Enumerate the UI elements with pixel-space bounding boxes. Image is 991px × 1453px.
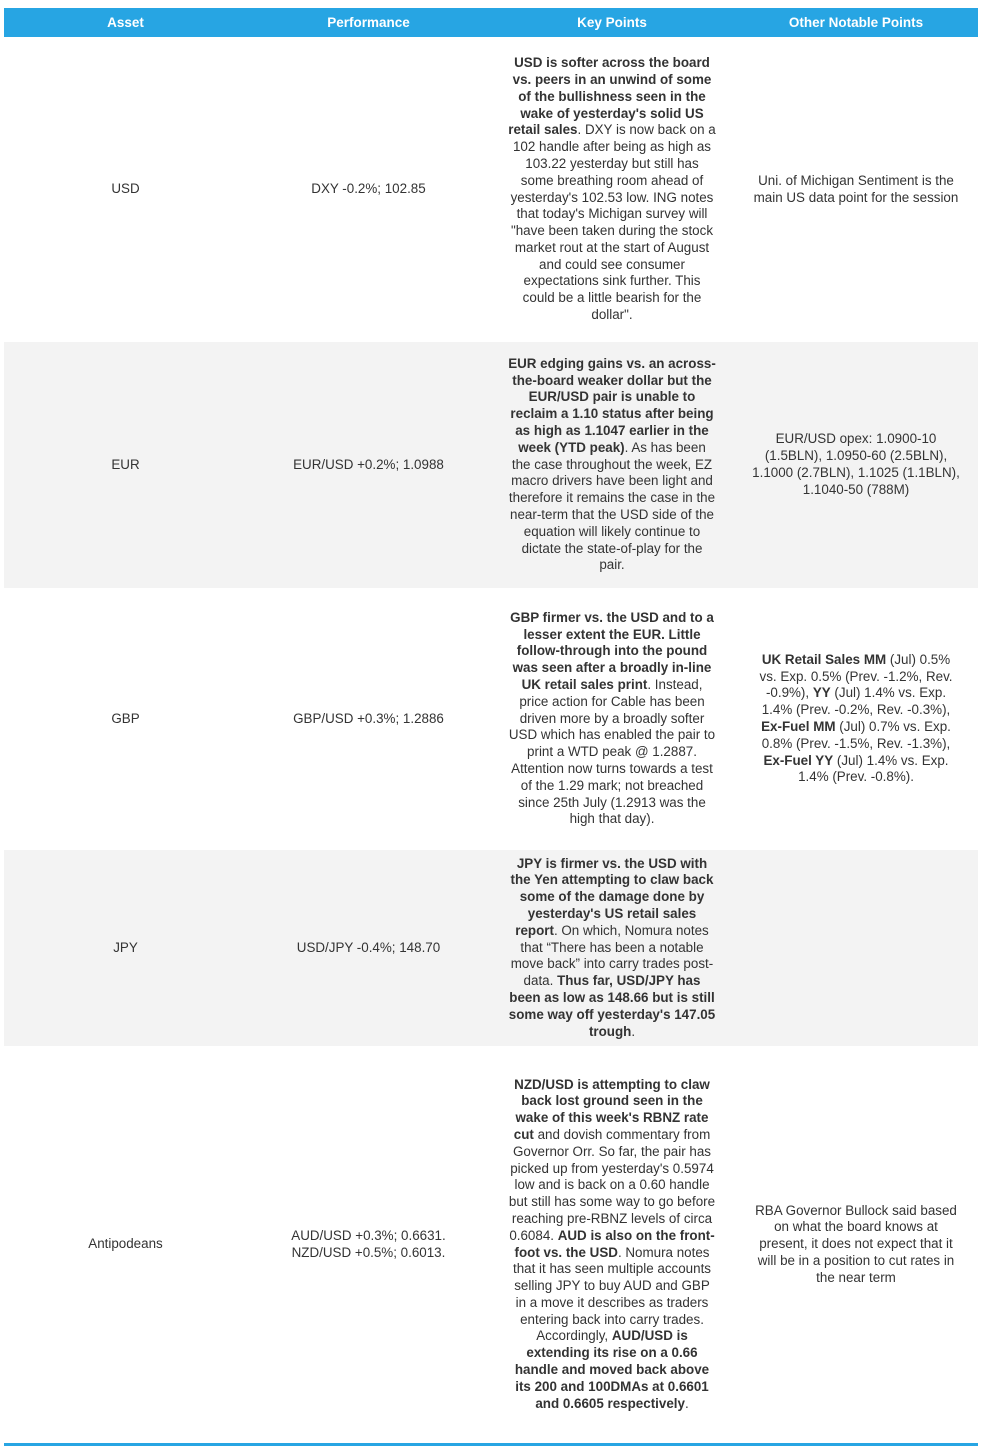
table-row-eur [4, 342, 978, 588]
text-run: EUR/USD opex: 1.0900-10 (1.5BLN), 1.0950-60 (2.5BLN), 1.1000 (2.7BLN), 1.1025 (1.1BLN), 1.1040-50 (788M) [752, 431, 960, 497]
text-run: . On which, Nomura notes that “There has been a notable move back” into carry trades post-data. [510, 922, 714, 989]
text-run: RBA Governor Bullock said based on what the board knows at present, it does not expect that it will be in a position to cut rates in the near term [755, 1202, 957, 1285]
text-run: (Jul) 0.7% vs. Exp. 0.8% (Prev. -1.5%, Rev. -1.3%), [761, 719, 951, 751]
text-run: Uni. of Michigan Sentiment is the main US data point for the session [753, 172, 959, 205]
other-notable-points-cell [734, 1046, 978, 1443]
bold-text-run: EUR edging gains vs. an across-the-board weaker dollar but the EUR/USD pair is unable to reclaim a 1.10 status after being as high as 1.1047 earlier in the week (YTD peak) [508, 355, 716, 455]
table-row-antipodeans [4, 1046, 978, 1443]
header-performance: Performance [247, 8, 490, 37]
table-row-gbp [4, 588, 978, 850]
header-asset: Asset [4, 8, 247, 37]
table-bottom-rule [4, 1443, 978, 1446]
text-run: (Jul) 1.4% vs. Exp. 1.4% (Prev. -0.2%, Rev. -0.3%), [761, 685, 951, 718]
key-points-cell [490, 588, 734, 850]
key-points-cell [490, 1046, 734, 1443]
other-notable-points-cell [734, 37, 978, 342]
performance-cell: GBP/USD +0.3%; 1.2886 [293, 710, 444, 726]
key-points-cell [490, 850, 734, 1046]
bold-text-run: AUD is also on the front-foot vs. the USD [514, 1227, 715, 1260]
text-run: . DXY is now back on a 102 handle after being as high as 103.22 yesterday but still has some breathing room ahead of yesterday's 102.53 low. ING notes that today's Michigan survey will "have been taken during the stock market rout at the start of August and could see consumer expectations sink further. This could be a little bearish for the dollar". [510, 122, 716, 323]
bold-text-run: JPY is firmer vs. the USD with the Yen attempting to claw back some of the damage done by yesterday's US retail sales report [510, 855, 714, 938]
performance-cell: DXY -0.2%; 102.85 [311, 181, 426, 197]
bold-text-run: Thus far, USD/JPY has been as low as 148.66 but is still some way off yesterday's 147.05 trough [508, 973, 716, 1039]
table-body [4, 37, 978, 1443]
other-notable-points-cell [734, 588, 978, 850]
bold-text-run: YY [812, 685, 831, 701]
bold-text-run: NZD/USD is attempting to claw back lost ground seen in the wake of this week's RBNZ rate cut [513, 1076, 710, 1142]
bold-text-run: GBP firmer vs. the USD and to a lesser extent the EUR. Little follow-through into the pound was seen after a broadly in-line UK retail sales print [510, 609, 714, 692]
header-other-notable-points: Other Notable Points [734, 8, 978, 37]
text-run: . [684, 1395, 689, 1411]
bold-text-run: USD is softer across the board vs. peers in an unwind of some of the bullishness seen in the wake of yesterday's solid US retail sales [508, 55, 712, 138]
text-run: . As has been the case throughout the week, EZ macro drivers have been light and therefore it remains the case in the near-term that the USD side of the equation will likely continue to dictate the state-of-play for the pair. [508, 439, 716, 573]
performance-cell: EUR/USD +0.2%; 1.0988 [247, 342, 490, 588]
other-notable-points-cell [734, 342, 978, 588]
header-key-points: Key Points [490, 8, 734, 37]
bold-text-run: Ex-Fuel YY [763, 752, 834, 768]
text-run: . Instead, price action for Cable has been driven more by a broadly softer USD which has enabled the pair to print a WTD peak @ 1.2887. Attention now turns towards a test of the 1.29 mark; not breached since 25th July (1.2913 was the high that day). [508, 677, 716, 827]
performance-cell: USD/JPY -0.4%; 148.70 [247, 850, 490, 1046]
bold-text-run: UK Retail Sales MM [761, 651, 887, 667]
asset-cell: GBP [111, 710, 140, 726]
text-run: . Nomura notes that it has seen multiple accounts selling JPY to buy AUD and GBP in a move it describes as traders entering back into carry trades. Accordingly, [513, 1244, 711, 1344]
bold-text-run: AUD/USD is extending its rise on a 0.66 handle and moved back above its 200 and 100DMAs at 0.6601 and 0.6605 respectively [514, 1328, 710, 1411]
table-header [4, 8, 978, 37]
text-run: and dovish commentary from Governor Orr. So far, the pair has picked up from yesterday's 0.5974 low and is back on a 0.60 handle but still has some way to go before reaching pre-RBNZ levels of circa 0.6084. [508, 1126, 716, 1243]
header-row [4, 8, 978, 37]
asset-cell: JPY [4, 850, 247, 1046]
key-points-cell [490, 342, 734, 588]
bold-text-run: Ex-Fuel MM [761, 719, 836, 734]
fx-summary-table [4, 8, 978, 1443]
table-row-jpy [4, 850, 978, 1046]
table-row-usd [4, 37, 978, 342]
asset-cell: EUR [4, 342, 247, 588]
text-run: (Jul) 1.4% vs. Exp. 1.4% (Prev. -0.8%). [798, 752, 949, 785]
text-run: . [631, 1023, 636, 1039]
performance-cell [247, 1046, 490, 1443]
text-run: (Jul) 0.5% vs. Exp. 0.5% (Prev. -1.2%, Rev. -0.9%), [759, 651, 953, 701]
other-notable-points-cell [734, 850, 978, 1046]
fx-summary-table-wrapper [4, 8, 978, 1446]
performance-aud: AUD/USD +0.3%; 0.6631. NZD/USD +0.5%; 0.6013. [291, 1227, 446, 1260]
asset-cell: USD [111, 181, 140, 197]
key-points-cell [490, 37, 734, 342]
asset-cell: Antipodeans [88, 1236, 163, 1252]
